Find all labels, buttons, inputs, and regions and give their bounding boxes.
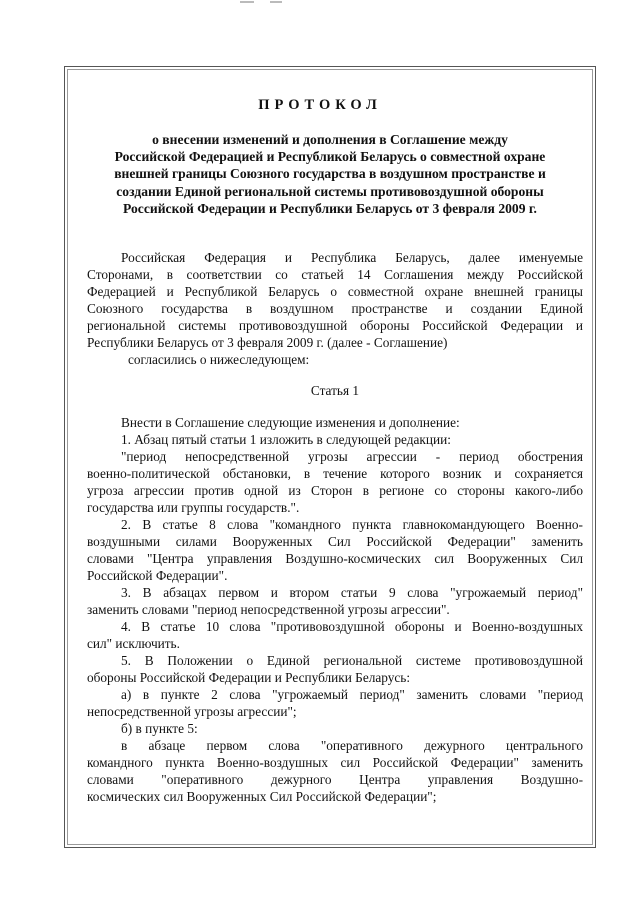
article-line: 3. В абзацах первом и втором статьи 9 слова "угрожаемый период": [121, 585, 583, 600]
article-line: "период непосредственной угрозы агрессии - период обострения: [121, 449, 583, 464]
article-line: 4. В статье 10 слова "противовоздушной обороны и Военно-воздушных: [121, 619, 583, 634]
article-line: командного пункта Военно-воздушных сил Российской Федерации" заменить: [87, 755, 583, 770]
article-line: заменить словами "период непосредственной угрозы агрессии".: [87, 602, 450, 617]
article-line: 2. В статье 8 слова "командного пункта главнокомандующего Военно-: [121, 517, 583, 532]
article-line: б) в пункте 5:: [121, 721, 198, 736]
preamble-line: Союзного государства в воздушном пространстве и создании Единой: [87, 301, 583, 316]
subtitle-line: создании Единой региональной системы противовоздушной обороны: [116, 183, 544, 199]
article-line: обороны Российской Федерации и Республики Беларусь:: [87, 670, 411, 685]
preamble-line: Республики Беларусь от 3 февраля 2009 г. (далее - Соглашение): [87, 335, 448, 350]
document-title: ПРОТОКОЛ: [258, 97, 382, 113]
article-line: угроза агрессии против одной из Сторон в регионе со стороны какого-либо: [87, 483, 583, 498]
article-line: непосредственной угрозы агрессии";: [87, 704, 297, 719]
article-line: воздушными силами Вооруженных Сил Российской Федерации" заменить: [87, 534, 583, 549]
article-line: Внести в Соглашение следующие изменения и дополнение:: [121, 415, 460, 430]
preamble-agreed: согласились о нижеследующем:: [128, 352, 310, 367]
preamble-line: Федерацией и Республикой Беларусь о совместной охране внешней границы: [87, 284, 583, 299]
article-line: словами "оперативного дежурного Центра управления Воздушно-: [87, 772, 583, 787]
article-heading: Статья 1: [310, 383, 360, 398]
article-line: сил" исключить.: [87, 636, 180, 651]
article-line: словами "Центра управления Воздушно-космических сил Вооруженных Сил: [87, 551, 583, 566]
article-line: космических сил Вооруженных Сил Российской Федерации";: [87, 789, 437, 804]
preamble-line: Сторонами, в соответствии со статьей 14 Соглашения между Российской: [87, 267, 583, 282]
article-line: 1. Абзац пятый статьи 1 изложить в следующей редакции:: [121, 432, 451, 447]
subtitle-line: Российской Федерации и Республики Беларусь от 3 февраля 2009 г.: [123, 200, 537, 216]
subtitle-line: о внесении изменений и дополнения в Соглашение между: [152, 132, 508, 147]
article-line: государства или группы государств.".: [87, 500, 300, 515]
preamble-line: Российская Федерация и Республика Беларусь, далее именуемые: [121, 250, 583, 265]
article-line: Российской Федерации".: [87, 568, 228, 583]
subtitle-line: Российской Федерацией и Республикой Беларусь о совместной охране: [114, 149, 546, 165]
article-line: а) в пункте 2 слова "угрожаемый период" заменить словами "период: [121, 687, 583, 702]
scan-mark: [240, 0, 300, 6]
article-line: 5. В Положении о Единой региональной системе противовоздушной: [121, 653, 583, 668]
article-line: военно-политической обстановки, в течение которого возник и сохраняется: [87, 466, 583, 481]
preamble-line: региональной системы противовоздушной обороны Российской Федерации и: [87, 318, 583, 333]
article-line: в абзаце первом слова "оперативного дежурного центрального: [121, 738, 583, 753]
subtitle-line: внешней границы Союзного государства в воздушном пространстве и: [114, 166, 546, 182]
document-subtitle: [90, 131, 570, 217]
